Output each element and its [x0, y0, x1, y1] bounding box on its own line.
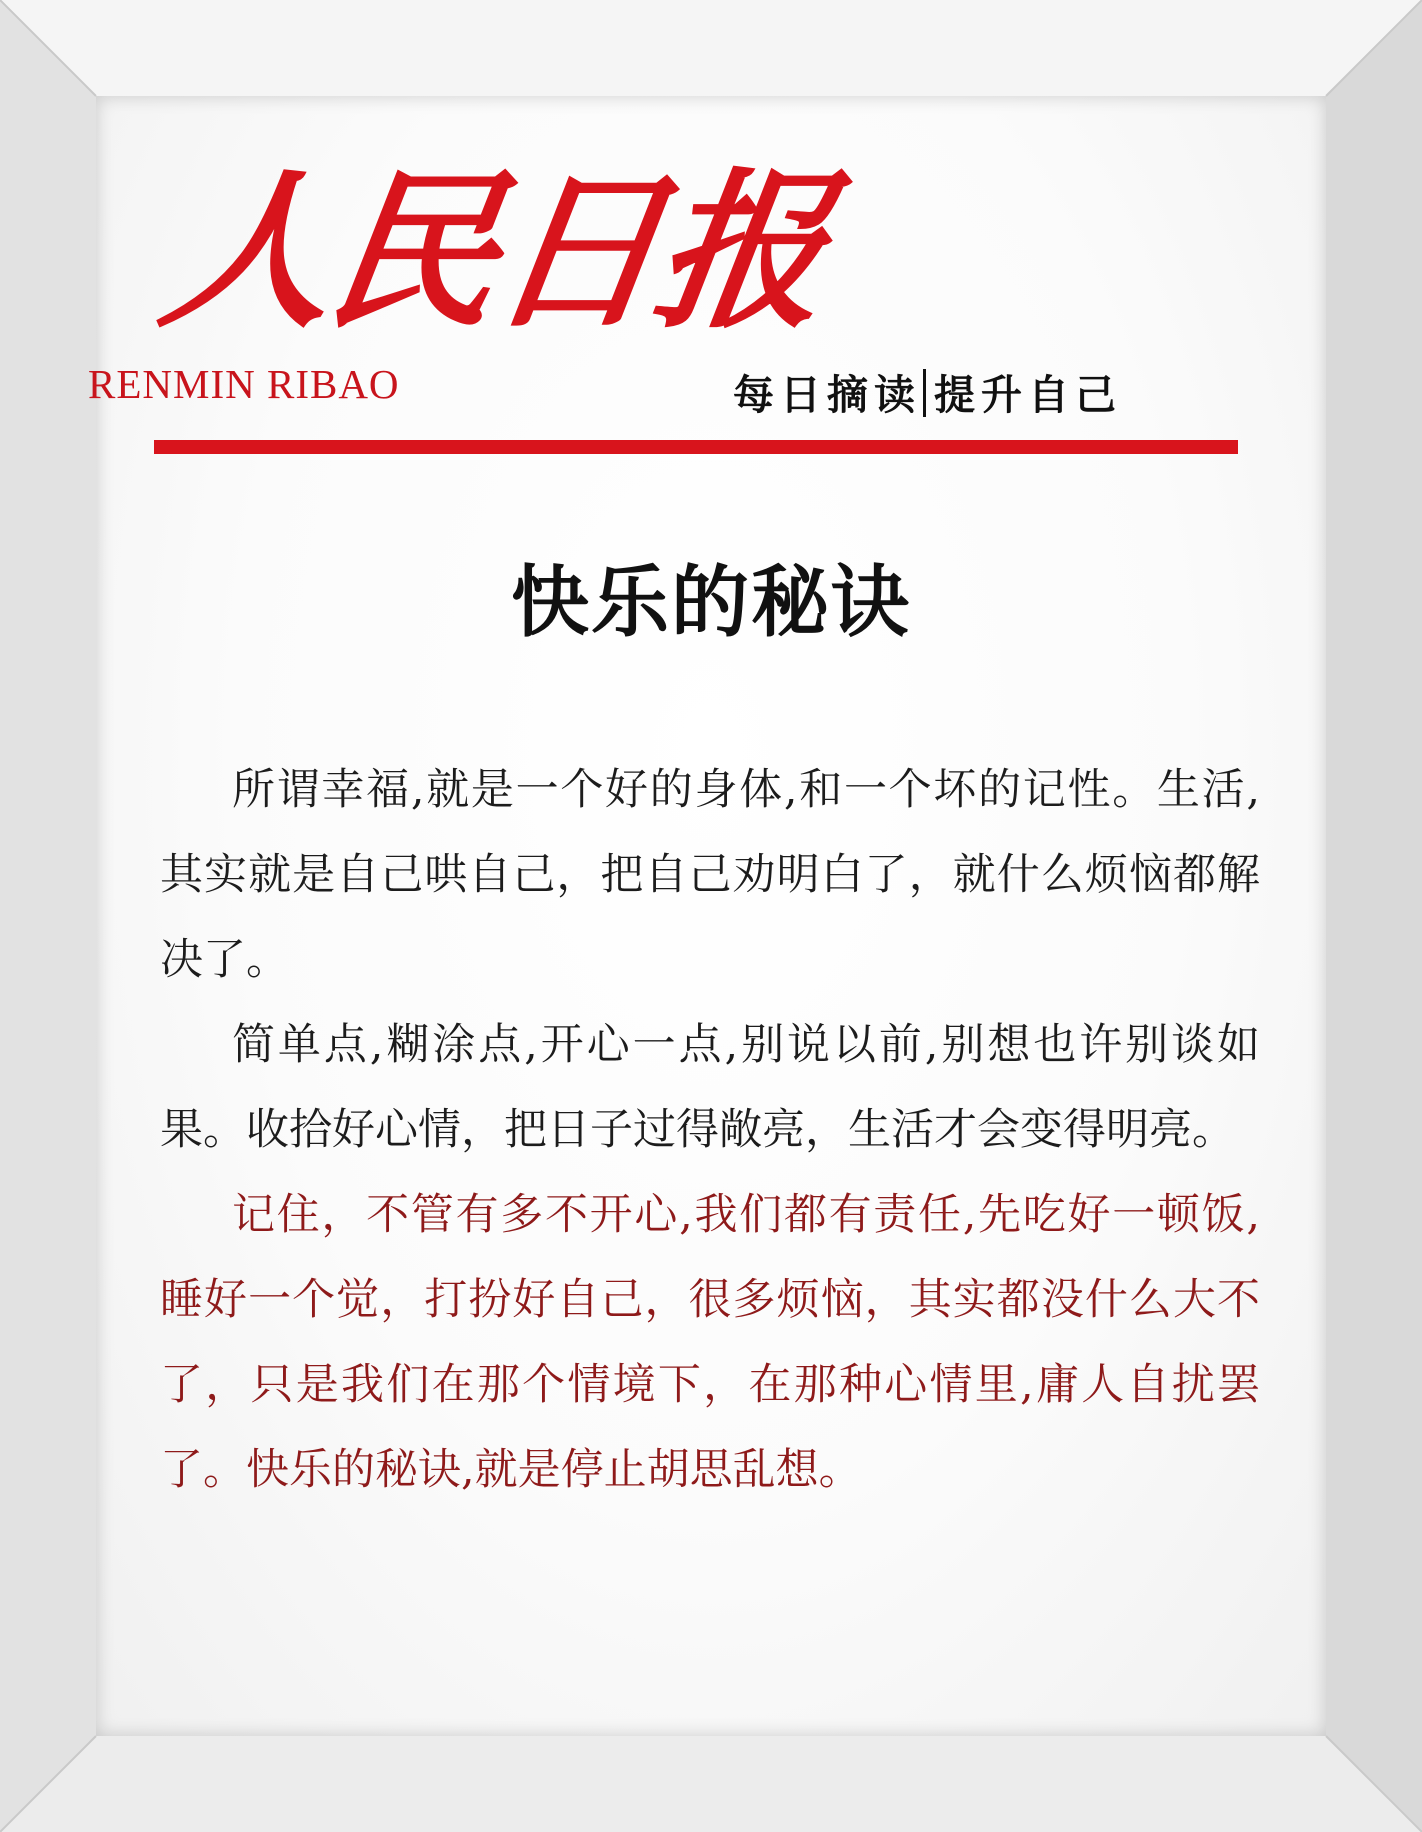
newspaper-logo: 人民日报	[151, 152, 836, 352]
masthead-romanized: RENMIN RIBAO	[88, 361, 400, 407]
slogan	[733, 362, 1122, 421]
paragraph-2: 简单点,糊涂点,开心一点,别说以前,别想也许别谈如果。收拾好心情，把日子过得敞亮，生活才会变得明亮。	[160, 1020, 1260, 1155]
article-title: 快乐的秘诀	[510, 557, 911, 648]
masthead-rule	[154, 440, 1238, 454]
paragraph-3-highlight: 记住，不管有多不开心,我们都有责任,先吃好一顿饭,睡好一个觉，打扮好自己，很多烦恼，其实都没什么大不了，只是我们在那个情境下，在那种心情里,庸人自扰罢了。快乐的秘诀,就是停止胡思乱想。	[160, 1190, 1260, 1495]
article-body	[160, 748, 1260, 1513]
paragraph-1: 所谓幸福,就是一个好的身体,和一个坏的记性。生活,其实就是自己哄自己，把自己劝明白了，就什么烦恼都解决了。	[160, 765, 1260, 985]
slogan-divider	[923, 369, 926, 417]
slogan-right: 提升自己	[934, 371, 1122, 419]
slogan-left: 每日摘读	[733, 371, 921, 419]
